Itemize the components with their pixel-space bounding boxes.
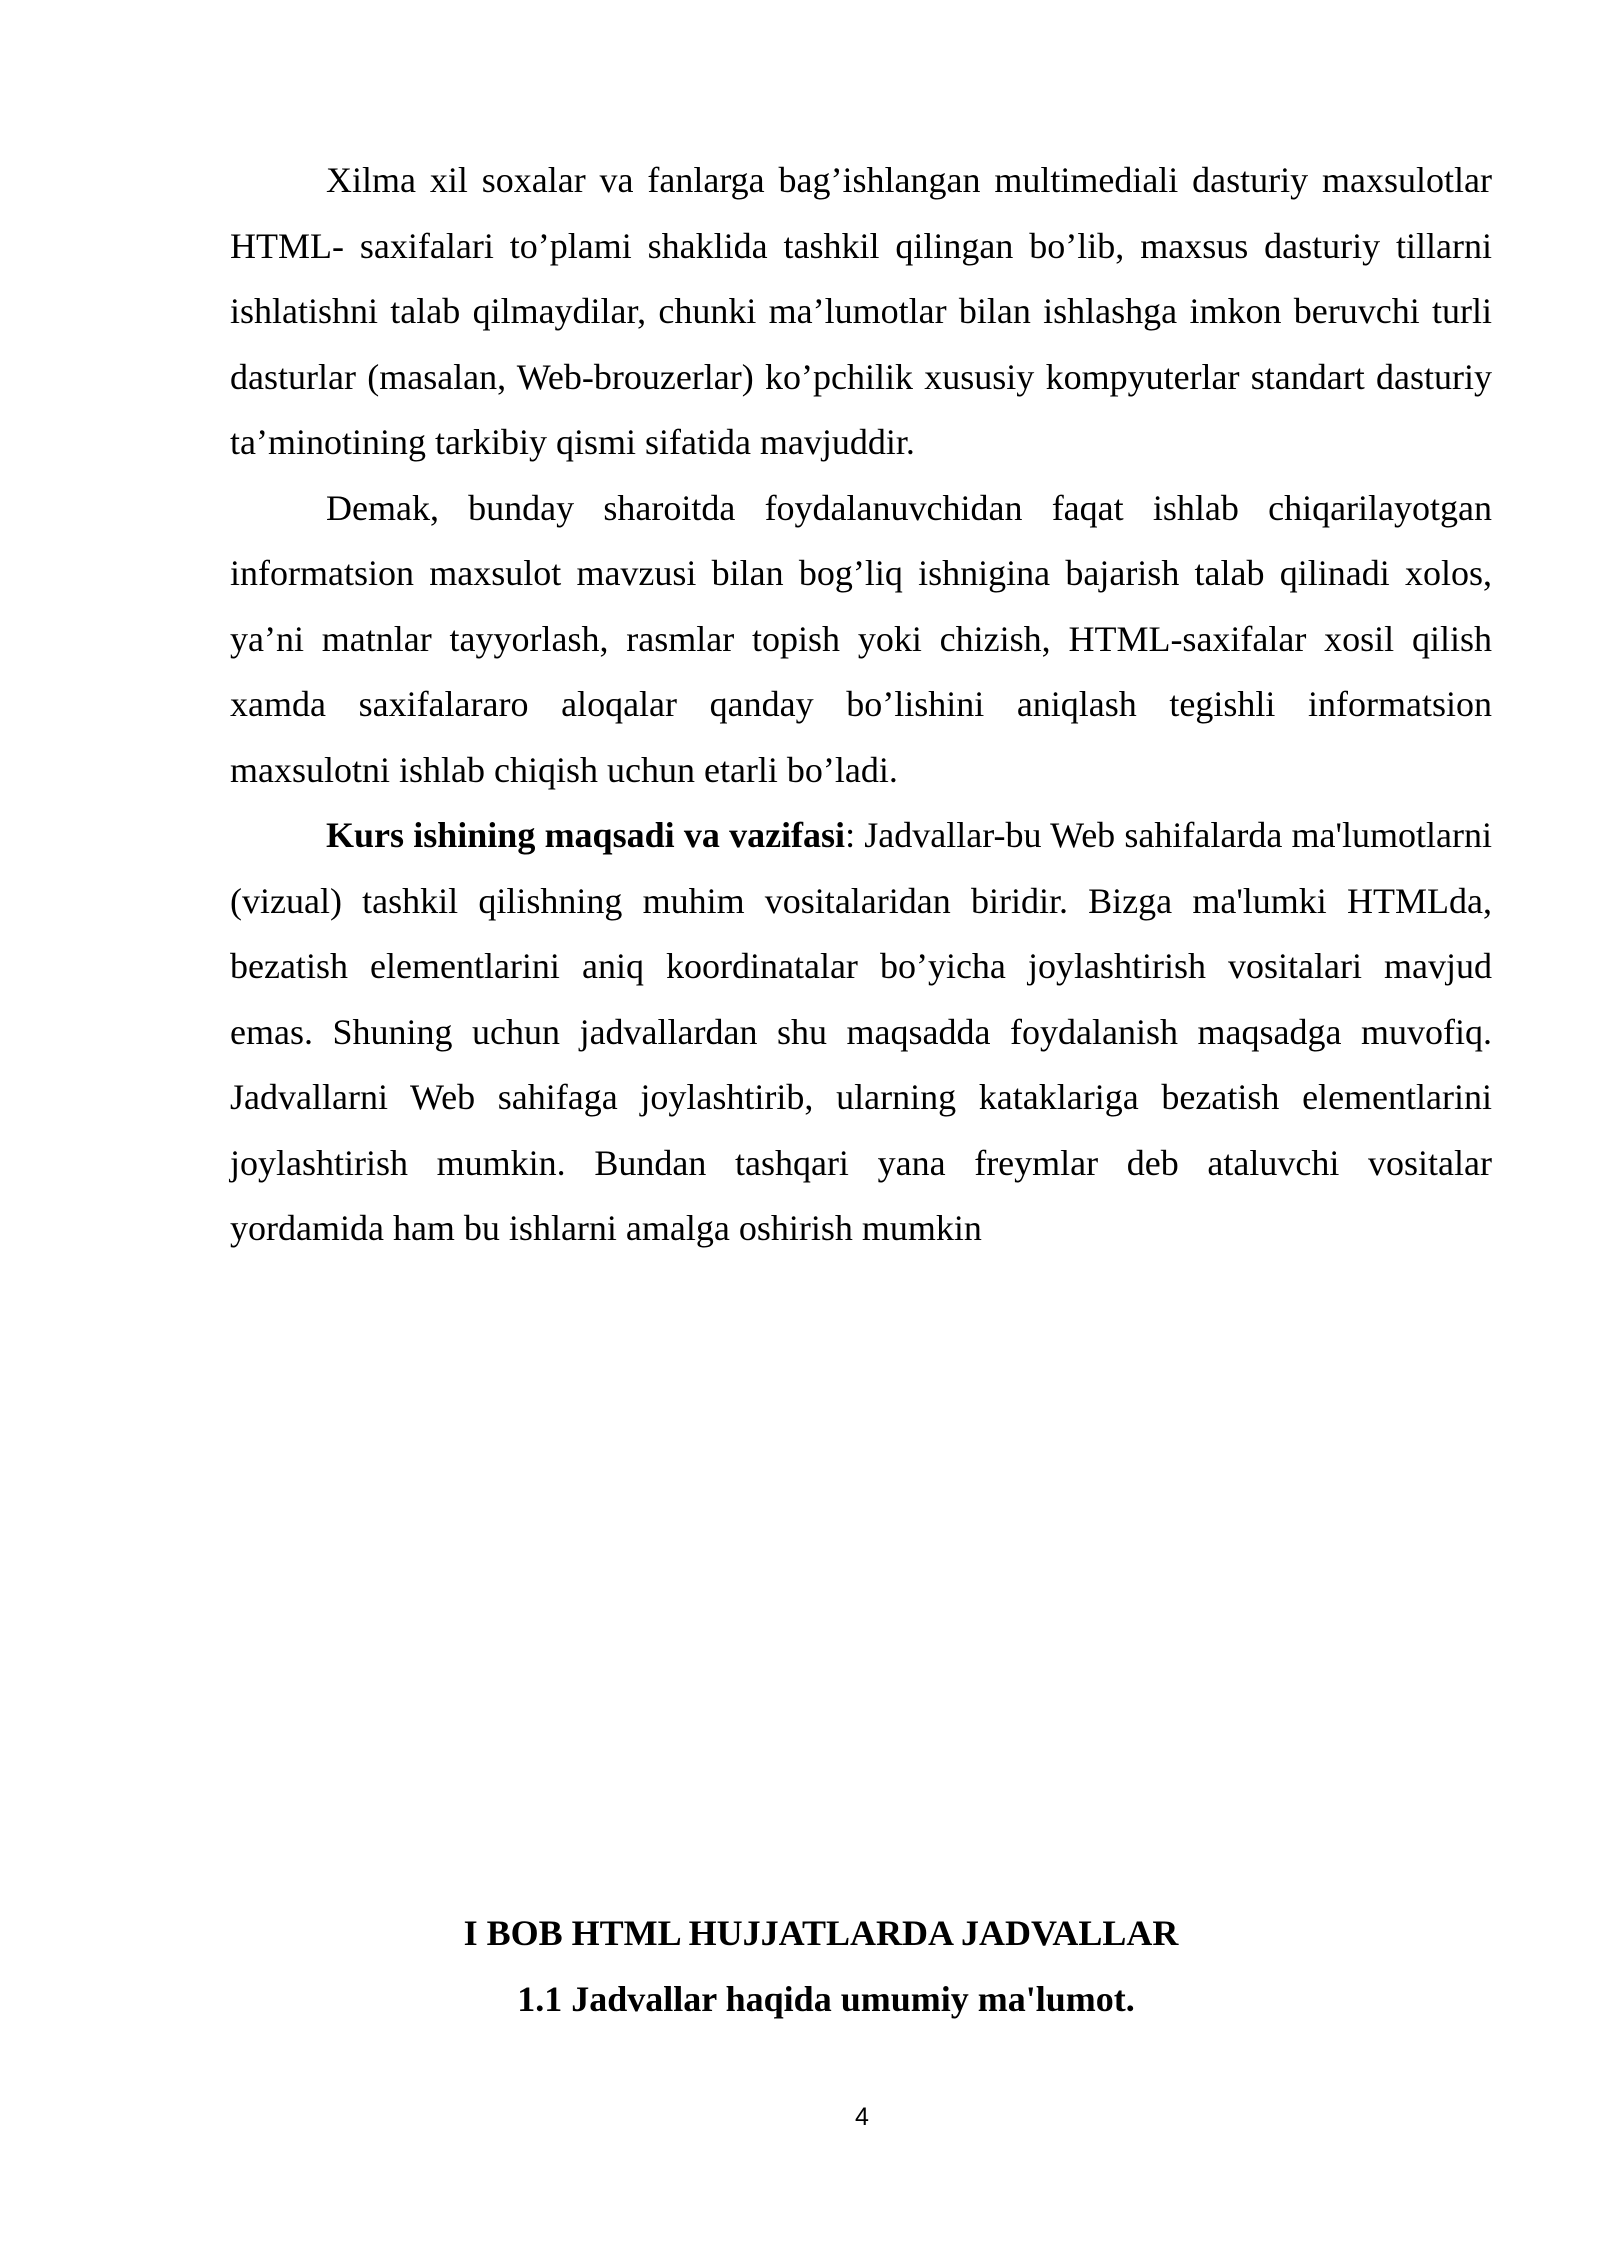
paragraph-2 — [230, 476, 1492, 804]
paragraph-3-lead: Kurs ishining maqsadi va vazifasi — [326, 815, 846, 855]
chapter-heading: I BOB HTML HUJJATLARDA JADVALLAR — [463, 1913, 1179, 1953]
section-heading: 1.1 Jadvallar haqida umumiy ma'lumot. — [517, 1979, 1135, 2019]
paragraph-3 — [230, 803, 1492, 1262]
page-number: 4 — [855, 2103, 869, 2131]
paragraph-2-text: Demak, bunday sharoitda foydalanuvchidan faqat ishlab chiqarilayotgan informatsion maxsulot mavzusi bilan bog’liq ishnigina bajarish talab qilinadi xolos, ya’ni matnlar tayyorlash, rasmlar topish yoki chizish, HTML-saxifalar xosil qilish xamda saxifalararo aloqalar qanday bo’lishini aniqlash tegishli informatsion maxsulotni ishlab chiqish uchun etarli bo’ladi. — [230, 487, 1492, 790]
body-text — [230, 148, 1492, 1262]
paragraph-1 — [230, 148, 1492, 476]
paragraph-3-text: : Jadvallar-bu Web sahifalarda ma'lumotlarni (vizual) tashkil qilishning muhim vositalaridan biridir. Bizga ma'lumki HTMLda, bezatish elementlarini aniq koordinatalar bo’yicha joylashtirish vositalari mavjud emas. Shuning uchun jadvallardan shu maqsadda foydalanish maqsadga muvofiq. Jadvallarni Web sahifaga joylashtirib, ularning kataklariga bezatish elementlarini joylashtirish mumkin. Bundan tashqari yana freymlar deb ataluvchi vositalar yordamida ham bu ishlarni amalga oshirish mumkin — [230, 815, 1492, 1248]
paragraph-1-text: Xilma xil soxalar va fanlarga bag’ishlangan multimediali dasturiy maxsulotlar HTML- saxifalari to’plami shaklida tashkil qilingan bo’lib, maxsus dasturiy tillarni ishlatishni talab qilmaydilar, chunki ma’lumotlar bilan ishlashga imkon beruvchi turli dasturlar (masalan, Web-brouzerlar) ko’pchilik xususiy kompyuterlar standart dasturiy ta’minotining tarkibiy qismi sifatida mavjuddir. — [230, 160, 1492, 462]
